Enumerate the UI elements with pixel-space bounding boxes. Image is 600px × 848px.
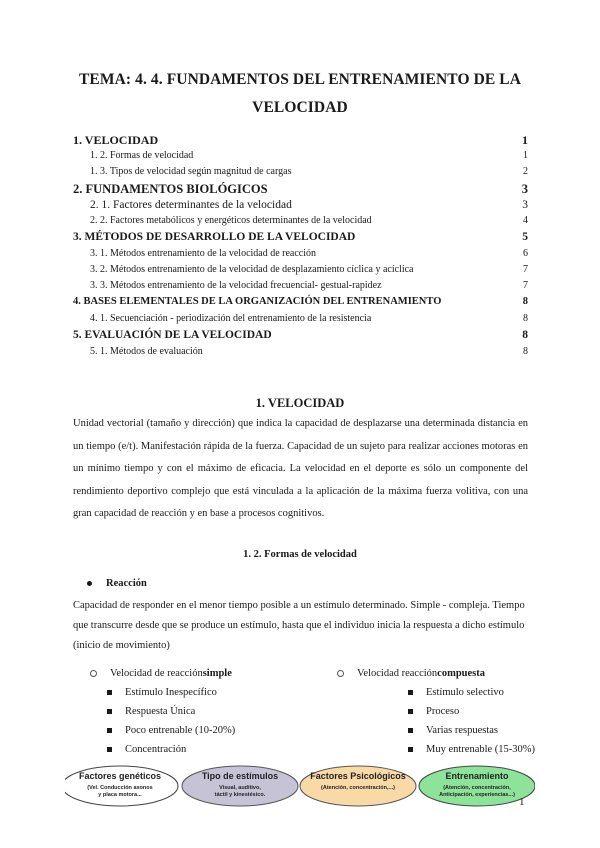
compound-head-prefix: Velocidad reacción [357, 668, 438, 679]
diagram-node-title: Factores Psicológicos [310, 771, 406, 781]
toc-entry-label: 3. 3. Métodos entrenamiento de la velocidad frecuencial- gestual-rapidez [90, 280, 382, 291]
square-bullet-icon [408, 690, 413, 695]
toc-entry-label: 3. 1. Métodos entrenamiento de la velocidad de reacción [90, 248, 317, 259]
diagram-node-line1: (Atención, concentración,...) [321, 785, 395, 791]
toc-entry-page: 4 [523, 215, 528, 226]
reaction-factors-diagram [65, 764, 535, 812]
toc-entry[interactable] [73, 329, 528, 346]
toc-entry-label: 3. 2. Métodos entrenamiento de la velocidad de desplazamiento cíclica y acíclica [90, 264, 414, 275]
toc-entry-label: 1. 2. Formas de velocidad [90, 150, 194, 161]
toc-entry[interactable] [73, 166, 528, 182]
diagram-node-line1: Visual, auditivo, [219, 785, 261, 791]
simple-reaction-heading [90, 664, 235, 683]
list-item [90, 702, 235, 721]
list-item-text: Poco entrenable (10-20%) [125, 725, 236, 736]
toc-entry-label: 5. EVALUACIÓN DE LA VELOCIDAD [73, 329, 272, 341]
section-heading-velocidad: 1. VELOCIDAD [255, 396, 345, 410]
list-item [337, 683, 535, 702]
toc-entry[interactable] [73, 346, 528, 362]
toc-entry-label: 2. FUNDAMENTOS BIOLÓGICOS [73, 182, 268, 196]
toc-entry[interactable] [73, 133, 528, 150]
diagram-node-title: Tipo de estímulos [201, 771, 279, 781]
toc-entry-label: 1. 3. Tipos de velocidad según magnitud de cargas [90, 166, 292, 177]
title-line-1: TEMA: 4. 4. FUNDAMENTOS DEL ENTRENAMIENTO DE LA [78, 71, 522, 88]
list-item-text: Concentración [125, 744, 187, 755]
simple-head-bold: simple [202, 668, 232, 679]
circle-bullet-icon [90, 670, 97, 677]
square-bullet-icon [107, 709, 112, 714]
toc-entry-label: 1. VELOCIDAD [73, 133, 159, 147]
toc-entry-label: 2. 1. Factores determinantes de la velocidad [90, 199, 292, 211]
toc-entry[interactable] [73, 280, 528, 296]
simple-reaction-list [90, 664, 235, 759]
list-item-text: Estímulo Inespecífico [125, 687, 217, 698]
document-title [60, 66, 540, 122]
toc-entry-page: 5 [522, 231, 528, 243]
simple-head-prefix: Velocidad de reacción [110, 668, 203, 679]
toc-entry-page: 1 [522, 133, 528, 147]
toc-entry-page: 8 [523, 346, 528, 357]
toc-entry-page: 3 [521, 182, 528, 196]
square-bullet-icon [408, 747, 413, 752]
list-item-text: Proceso [426, 706, 460, 717]
toc-entry-label: 2. 2. Factores metabólicos y energéticos determinantes de la velocidad [90, 215, 372, 226]
list-item [90, 740, 235, 759]
toc-entry[interactable] [73, 215, 528, 231]
diagram-node-line1: (Atención, concentración, [443, 785, 511, 791]
bullet-reaccion [87, 578, 147, 589]
table-of-contents [73, 133, 528, 362]
list-item [90, 683, 235, 702]
bullet-reaccion-label: Reacción [106, 578, 147, 589]
reaccion-paragraph: Capacidad de responder en el menor tiempo posible a un estímulo determinado. Simple - compleja. Tiempo que transcurre desde que se produce un estímulo, hasta que el individuo inicia la respuesta a dicho estímulo (inicio de movimiento) [73, 600, 525, 651]
circle-bullet-icon [337, 670, 344, 677]
toc-entry-label: 4. 1. Secuenciación - periodización del entrenamiento de la resistencia [90, 313, 372, 324]
square-bullet-icon [107, 747, 112, 752]
toc-entry-label: 3. MÉTODOS DE DESARROLLO DE LA VELOCIDAD [73, 231, 356, 243]
toc-entry[interactable] [73, 182, 528, 199]
diagram-node [182, 766, 298, 806]
list-item [337, 740, 535, 759]
diagram-node [300, 766, 416, 806]
toc-entry-page: 1 [523, 150, 528, 161]
square-bullet-icon [408, 728, 413, 733]
square-bullet-icon [107, 690, 112, 695]
list-item-text: Estímulo selectivo [426, 687, 504, 698]
toc-entry[interactable] [73, 199, 528, 215]
toc-entry-page: 7 [523, 280, 528, 291]
toc-entry-page: 3 [522, 199, 528, 211]
toc-entry-page: 8 [522, 296, 528, 307]
diagram-node-line1: (Vel. Conducción axonos [87, 785, 153, 791]
toc-entry-page: 6 [523, 248, 528, 259]
toc-entry[interactable] [73, 231, 528, 248]
square-bullet-icon [408, 709, 413, 714]
compound-reaction-list [337, 664, 535, 759]
list-item [337, 721, 535, 740]
toc-entry[interactable] [73, 313, 528, 329]
list-item-text: Varias respuestas [426, 725, 499, 736]
list-item-text: Muy entrenable (15-30%) [426, 744, 536, 755]
bullet-dot-icon [87, 581, 92, 586]
diagram-node [419, 766, 535, 806]
toc-entry-page: 7 [523, 264, 528, 275]
diagram-node-title: Factores genéticos [78, 771, 162, 781]
velocidad-paragraph: Unidad vectorial (tamaño y dirección) que indica la capacidad de desplazarse una determinada distancia en un tiempo (e/t). Manifestación rápida de la fuerza. Capacidad de un sujeto para realizar acciones motoras en un mínimo tiempo y con el máximo de eficacia. La velocidad en el deporte es sólo un componente del rendimiento deportivo complejo que está vinculada a la aplicación de la máxima fuerza volitiva, con una gran capacidad de reacción y en base a procesos cognitivos. [73, 418, 528, 519]
toc-entry-page: 8 [522, 329, 528, 341]
list-item [90, 721, 235, 740]
toc-entry[interactable] [73, 150, 528, 166]
diagram-node-line2: Anticipación, experiencias...) [439, 792, 515, 798]
square-bullet-icon [107, 728, 112, 733]
list-item-text: Respuesta Única [125, 706, 196, 717]
compound-head-bold: compuesta [437, 668, 486, 679]
subsection-heading-formas: 1. 2. Formas de velocidad [243, 549, 357, 560]
toc-entry-page: 2 [523, 166, 528, 177]
compound-reaction-heading [337, 664, 535, 683]
toc-entry[interactable] [73, 296, 528, 313]
diagram-node-title: Entrenamiento [445, 771, 509, 781]
page-number: 1 [519, 796, 525, 808]
toc-entry-label: 5. 1. Métodos de evaluación [90, 346, 203, 357]
diagram-node-line2: táctil y kinestésico. [214, 792, 266, 798]
toc-entry-page: 8 [523, 313, 528, 324]
diagram-node [65, 766, 178, 806]
toc-entry-label: 4. BASES ELEMENTALES DE LA ORGANIZACIÓN DEL ENTRENAMIENTO [73, 296, 442, 307]
toc-entry[interactable] [73, 264, 528, 280]
diagram-node-line2: y placa motora... [98, 792, 142, 798]
toc-entry[interactable] [73, 248, 528, 264]
title-line-2: VELOCIDAD [252, 99, 348, 116]
list-item [337, 702, 535, 721]
